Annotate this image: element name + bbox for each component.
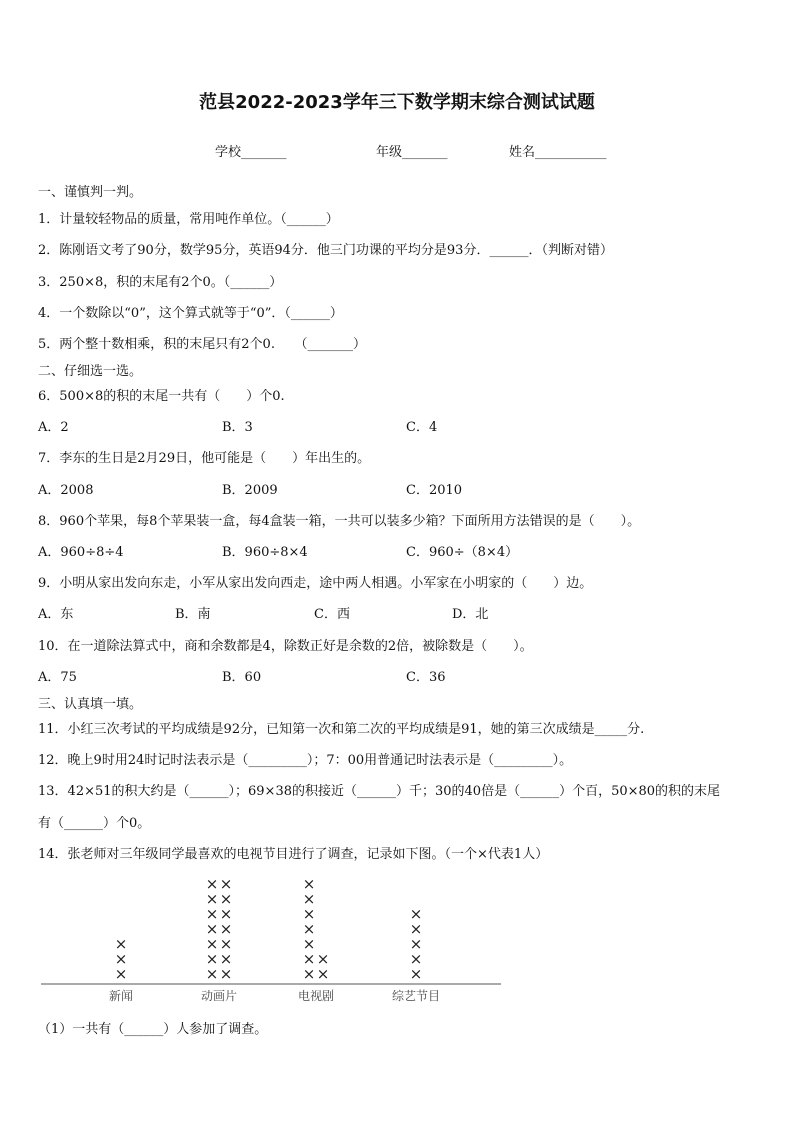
dot-mark-x: × [219,965,233,983]
dot-mark-x: × [205,965,219,983]
option: A．75 [38,670,77,685]
dot-mark-x: × [219,920,233,938]
dot-mark-x: × [219,890,233,908]
category-label: 电视剧 [297,989,335,1003]
question-2: 2．陈刚语文考了90分，数学95分，英语94分．他三门功课的平均分是93分．______．（判断对错） [38,243,613,258]
dot-mark-x: × [302,950,316,968]
option: C．2010 [406,483,463,498]
option: C．西 [314,607,350,622]
question-5: 5．两个整十数相乘，积的末尾只有2个0. （_______） [38,337,366,352]
question-10: 10．在一道除法算式中，商和余数都是4，除数正好是余数的2倍，被除数是（ ）。 [38,639,533,654]
option: D．北 [452,607,489,622]
option: B．960÷8×4 [222,545,308,560]
option: C．36 [406,670,446,685]
option: A．2 [38,420,69,435]
question-12: 12．晚上9时用24时记时法表示是（_________）；7：00用普通记时法表示是（_________）。 [38,753,573,768]
question-9: 9．小明从家出发向东走，小军从家出发向西走，途中两人相遇。小军家在小明家的（ ）边。 [38,576,593,591]
question-4: 4．一个数除以“0”，这个算式就等于“0”．（______） [38,306,343,321]
dot-mark-x: × [205,890,219,908]
option: B．2009 [222,483,278,498]
name-field: 姓名___________ [509,145,607,160]
option: C．960÷（8×4） [406,545,519,560]
question-13: 13．42×51的积大约是（______）；69×38的积接近（______）千；30的40倍是（______）个百，50×80的积的末尾 [38,784,721,799]
dot-mark-x: × [205,950,219,968]
dot-mark-x: × [205,875,219,893]
dot-mark-x: × [205,905,219,923]
option: B．3 [222,420,253,435]
dot-mark-x: × [219,950,233,968]
question-3: 3．250×8，积的末尾有2个0。（______） [38,275,283,290]
dot-mark-x: × [316,965,330,983]
dot-mark-x: × [302,965,316,983]
question-7: 7．李东的生日是2月29日，他可能是（ ）年出生的。 [38,451,371,466]
option: B．南 [175,607,211,622]
section-heading: 一、谨慎判一判。 [38,185,143,200]
dot-mark-x: × [302,890,316,908]
option: C．4 [406,420,438,435]
category-label: 动画片 [200,989,238,1003]
school-field: 学校_______ [215,145,287,160]
dot-mark-x: × [316,950,330,968]
dot-mark-x: × [205,935,219,953]
dot-mark-x: × [302,875,316,893]
question-8: 8．960个苹果，每8个苹果装一盒，每4盒装一箱，一共可以装多少箱？下面所用方法错误的是（ ）。 [38,514,641,529]
option: A．2008 [38,483,94,498]
dot-mark-x: × [302,905,316,923]
question-11: 11．小红三次考试的平均成绩是92分，已知第一次和第二次的平均成绩是91，她的第三次成绩是_____分. [38,722,645,737]
dot-plot-chart [36,866,506,1006]
dot-mark-x: × [114,950,128,968]
dot-mark-x: × [302,935,316,953]
category-label: 综艺节目 [391,989,441,1003]
dot-mark-x: × [302,920,316,938]
dot-mark-x: × [219,935,233,953]
question-14: 14．张老师对三年级同学最喜欢的电视节目进行了调查，记录如下图。（一个×代表1人） [38,847,549,862]
question-6: 6．500×8的积的末尾一共有（ ）个0. [38,389,285,404]
dot-mark-x: × [219,875,233,893]
dot-mark-x: × [114,965,128,983]
dot-mark-x: × [409,965,423,983]
question-1: 1．计量较轻物品的质量，常用吨作单位。（______） [38,212,339,227]
grade-field: 年级_______ [376,145,448,160]
dot-mark-x: × [409,950,423,968]
dot-mark-x: × [114,935,128,953]
option: A．东 [38,607,74,622]
category-label: 新闻 [108,989,134,1003]
section-heading: 三、认真填一填。 [38,697,143,712]
dot-mark-x: × [409,935,423,953]
question-13-cont: 有（______）个0。 [38,816,151,831]
dot-mark-x: × [409,920,423,938]
dot-mark-x: × [205,920,219,938]
dot-mark-x: × [409,905,423,923]
option: B．60 [222,670,262,685]
dot-mark-x: × [219,905,233,923]
question-14-1: （1）一共有（______）人参加了调查。 [38,1022,268,1037]
page-title: 范县2022-2023学年三下数学期末综合测试试题 [199,92,595,113]
section-heading: 二、仔细选一选。 [38,364,143,379]
option: A．960÷8÷4 [38,545,124,560]
